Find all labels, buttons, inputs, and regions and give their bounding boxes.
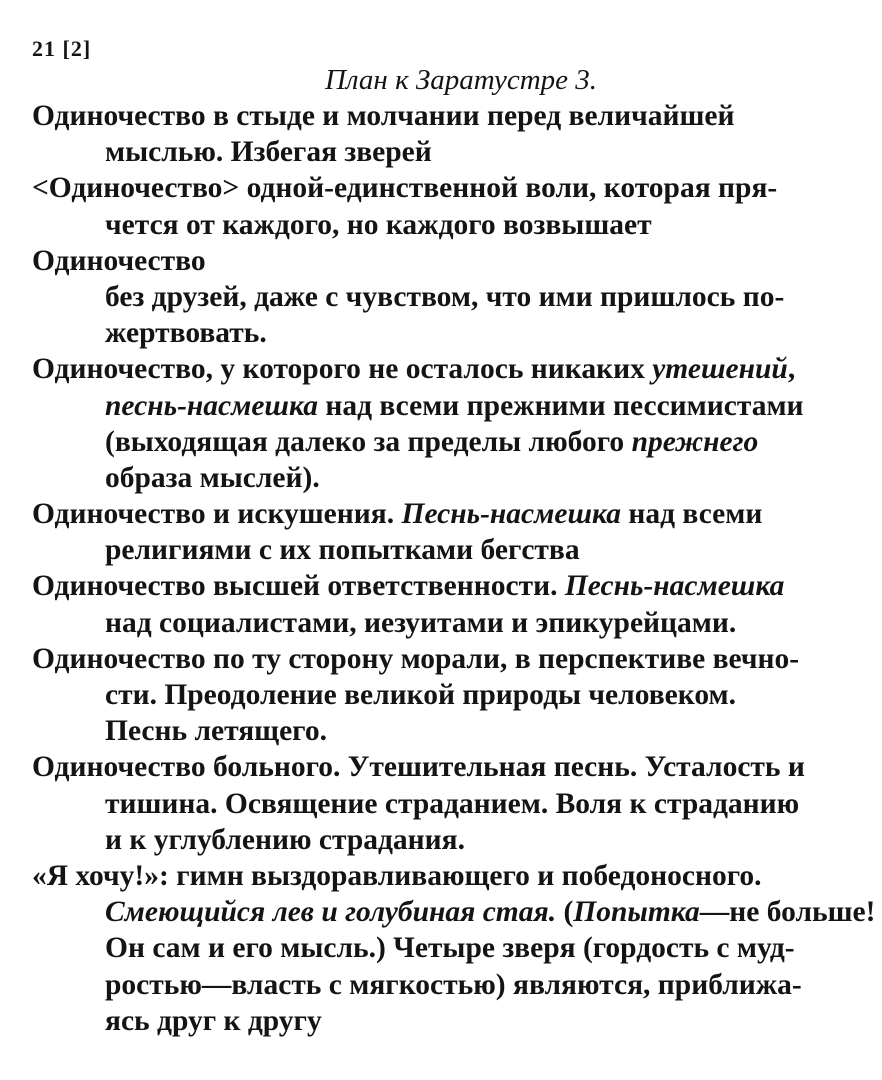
plan-title: План к Заратустре 3. [324,64,598,96]
text-line [32,460,852,496]
text-span: и к углублению страдания. [105,823,465,856]
text-span: (выходящая далеко за пределы любого [105,425,632,458]
italic-text-span: песнь-насмешка [105,389,318,422]
text-span: без друзей, даже с чувством, что ими пришлось по- [105,280,785,313]
text-span: над социалистами, иезуитами и эпикурейцами. [105,606,737,639]
italic-text-span: Попытка [573,896,700,929]
italic-text-span: Песнь-насмешка [401,498,621,531]
text-span: над всеми [621,498,763,531]
text-span: мыслью. Избегая зверей [105,136,432,169]
text-span: над всеми прежними пессимистами [317,389,804,422]
text-span: Песнь летящего. [105,715,327,748]
italic-text-span: Песнь-насмешка [564,570,785,603]
text-line [32,641,852,677]
text-span: сти. Преодоление великой природы человеком. [105,679,736,711]
text-span: ростью—власть с мягкостью) являются, приближа- [105,968,802,1001]
text-line [32,713,852,749]
text-span: жертвовать. [105,317,267,350]
italic-text-span: прежнего [631,425,759,458]
text-line [32,1003,852,1039]
italic-text-span: Смеющийся лев и голубиная стая. [105,896,557,929]
text-line [32,424,852,460]
text-line [32,894,876,930]
text-line [32,388,852,424]
italic-text-span: утешений [652,353,788,386]
text-line [32,98,852,134]
text-line [32,677,852,713]
text-span: Одиночество и искушения. [32,498,402,531]
fragment-number: 21 [2] [32,36,92,61]
text-line [32,496,852,532]
text-line [32,207,852,243]
text-line [32,858,852,894]
text-line [32,279,852,315]
text-line [32,134,852,170]
text-line [32,568,852,604]
text-line [32,351,852,387]
text-span: религиями с их попытками бегства [105,534,580,567]
text-line [32,786,852,822]
text-span: Одиночество [32,244,206,277]
text-span: «Я хочу!»: гимн выздоравливающего и победоносного. [32,859,762,892]
text-line [32,749,852,785]
text-span: тишина. Освящение страданием. Воля к страданию [105,787,800,820]
text-span: ( [556,896,574,929]
text-span: Одиночество в стыде и молчании перед величайшей [32,100,735,132]
text-line [32,967,852,1003]
text-span: Он сам и его мысль.) Четыре зверя (гордость с муд- [105,932,795,965]
text-span: Одиночество по ту сторону морали, в перспективе вечно- [32,642,800,675]
text-line [32,605,852,641]
text-span: —не больше! [699,896,876,929]
text-span: образа мыслей). [105,461,320,494]
text-line [32,822,852,858]
text-span: Одиночество больного. Утешительная песнь. Усталость и [32,751,805,784]
text-span: Одиночество, у которого не осталось никаких [32,353,653,386]
text-span: , [787,353,796,386]
text-span: чется от каждого, но каждого возвышает [105,208,652,241]
text-line [32,930,852,966]
text-span: <Одиночество> одной-единственной воли, которая пря- [32,172,778,205]
text-line [32,243,852,279]
text-line [32,315,852,351]
text-line [32,532,852,568]
text-line [32,170,852,206]
text-span: ясь друг к другу [105,1004,322,1037]
plan-entries [32,98,876,1039]
text-span: Одиночество высшей ответственности. [32,570,565,603]
